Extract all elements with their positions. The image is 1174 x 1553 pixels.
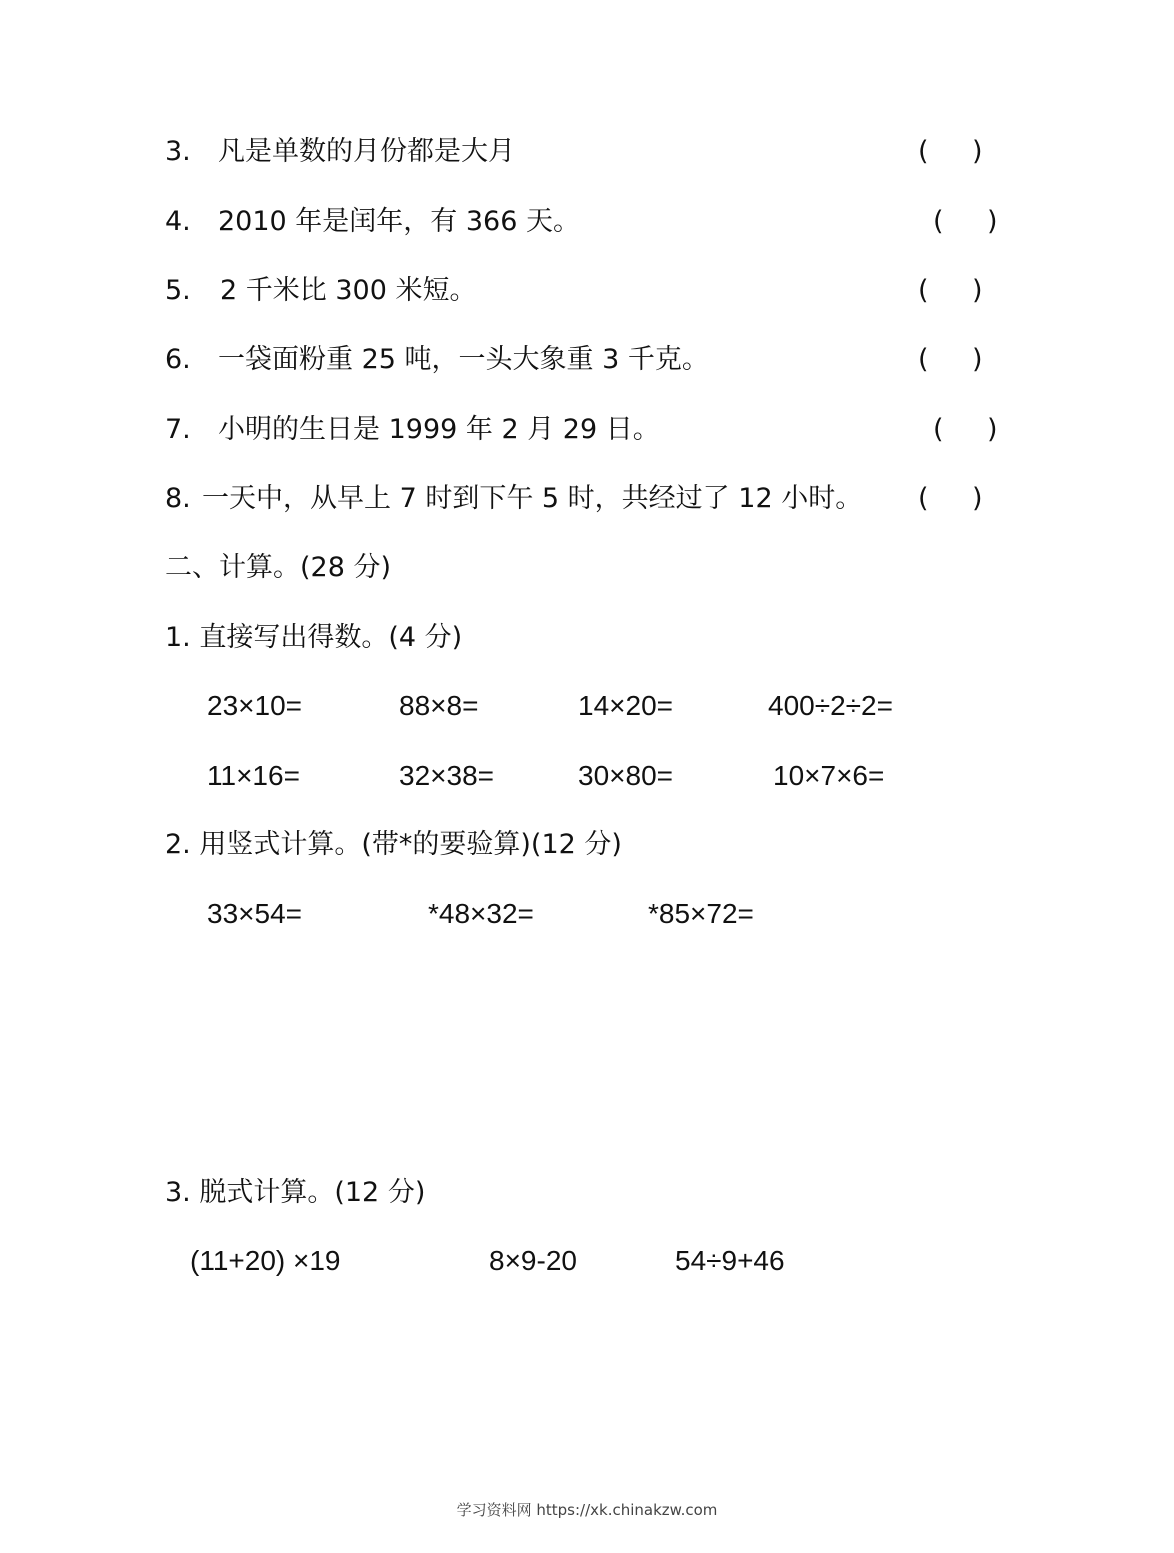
item-number: 7. [165, 414, 191, 445]
calc-expression: *48×32= [428, 898, 534, 929]
answer-bracket-close: ) [972, 344, 983, 375]
calc-expression: 54÷9+46 [675, 1245, 785, 1276]
answer-bracket-open: ( [918, 275, 929, 306]
answer-bracket-close: ) [987, 414, 998, 445]
item-statement: 小明的生日是 1999 年 2 月 29 日。 [218, 414, 660, 445]
calc-expression: 14×20= [578, 690, 673, 721]
item-number: 3. [165, 136, 191, 167]
calc-expression: 33×54= [207, 898, 302, 929]
answer-bracket-open: ( [918, 136, 929, 167]
item-statement: 凡是单数的月份都是大月 [218, 136, 515, 167]
answer-bracket-open: ( [918, 344, 929, 375]
calc-expression: 10×7×6= [773, 760, 885, 791]
calc-expression: (11+20) ×19 [190, 1245, 341, 1276]
answer-bracket-close: ) [972, 275, 983, 306]
subsection-heading-stepwise: 3. 脱式计算。(12 分) [165, 1177, 426, 1208]
calc-expression: 400÷2÷2= [768, 690, 893, 721]
answer-bracket-close: ) [972, 483, 983, 514]
item-statement: 一天中，从早上 7 时到下午 5 时，共经过了 12 小时。 [202, 483, 863, 514]
subsection-heading-direct: 1. 直接写出得数。(4 分) [165, 622, 463, 653]
answer-bracket-open: ( [918, 483, 929, 514]
answer-bracket-open: ( [933, 206, 944, 237]
footer-source: 学习资料网 https://xk.chinakzw.com [456, 1501, 718, 1519]
calc-expression: 30×80= [578, 760, 673, 791]
answer-bracket-open: ( [933, 414, 944, 445]
item-number: 4. [165, 206, 191, 237]
item-number: 5. [165, 275, 191, 306]
calc-expression: *85×72= [648, 898, 754, 929]
item-statement: 2010 年是闰年，有 366 天。 [218, 206, 580, 237]
calc-expression: 23×10= [207, 690, 302, 721]
calc-expression: 88×8= [399, 690, 479, 721]
item-statement: 2 千米比 300 米短。 [220, 275, 477, 306]
calc-expression: 32×38= [399, 760, 494, 791]
item-number: 8. [165, 483, 191, 514]
answer-bracket-close: ) [987, 206, 998, 237]
item-statement: 一袋面粉重 25 吨，一头大象重 3 千克。 [218, 344, 709, 375]
answer-bracket-close: ) [972, 136, 983, 167]
calc-expression: 11×16= [207, 760, 300, 791]
item-number: 6. [165, 344, 191, 375]
subsection-heading-vertical: 2. 用竖式计算。(带*的要验算)(12 分) [165, 829, 622, 860]
section-heading-calculation: 二、计算。(28 分) [165, 552, 392, 583]
calc-expression: 8×9-20 [489, 1245, 577, 1276]
